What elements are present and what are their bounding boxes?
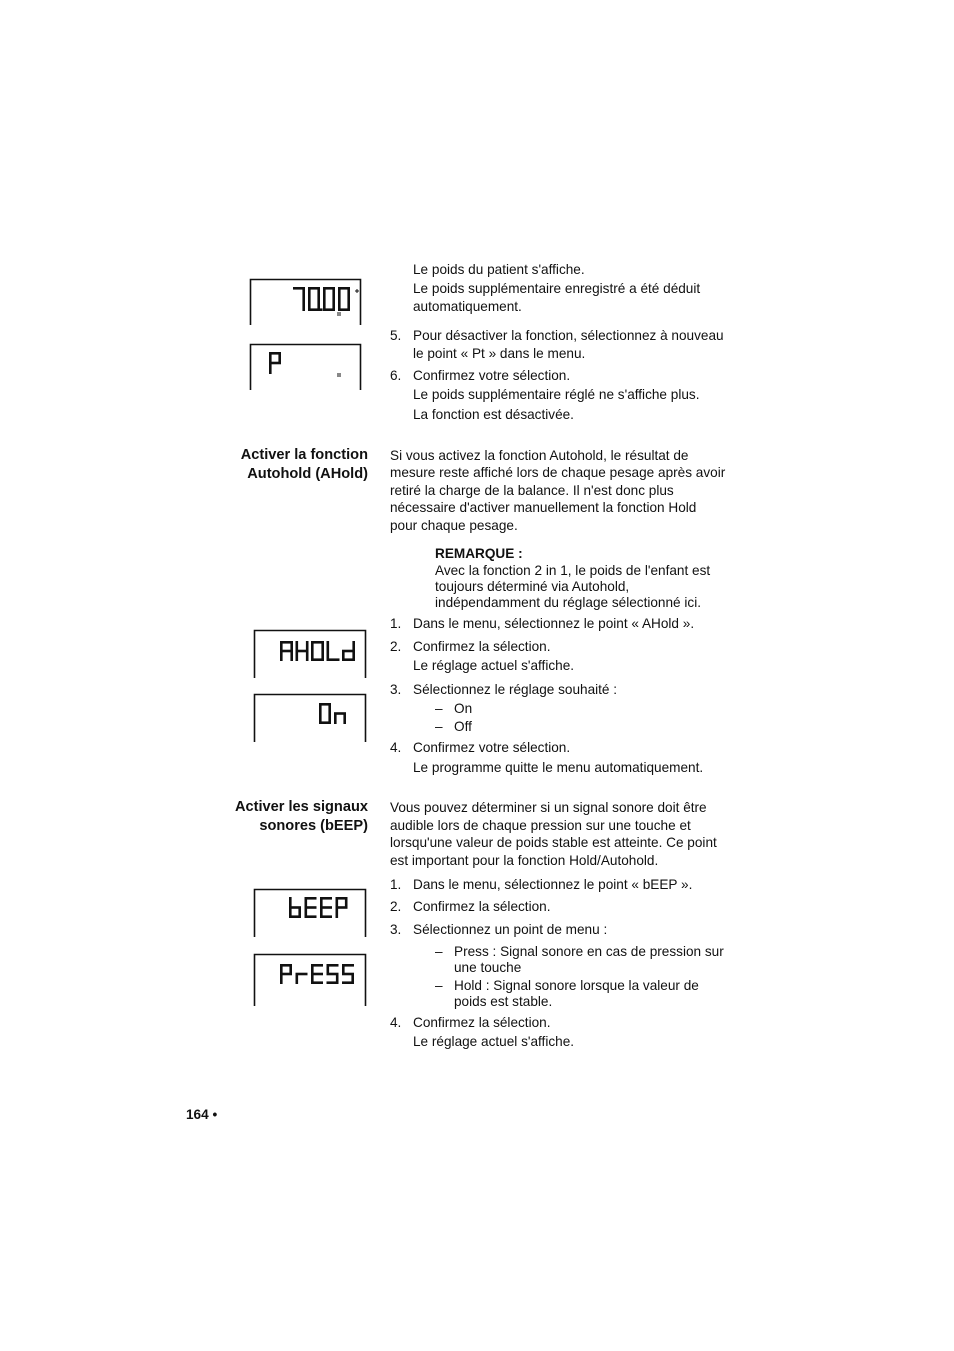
note-line: Avec la fonction 2 in 1, le poids de l'enfant est [435, 563, 711, 578]
lcd-glyph [296, 973, 308, 984]
lcd-pt-svg [249, 343, 365, 391]
lcd-weight-digits [293, 287, 350, 311]
step-text: Le poids supplémentaire réglé ne s'affiche plus. [413, 387, 700, 402]
option-item: Press : Signal sonore en cas de pression sur [454, 944, 724, 959]
lcd-press-svg [253, 953, 369, 1007]
lcd-on-digits [319, 703, 346, 724]
lcd-display-pt [249, 343, 365, 391]
lcd-display-beep [253, 888, 369, 938]
step-number: 6. [390, 368, 402, 383]
lcd-glyph [308, 287, 320, 311]
lcd-glyph [280, 641, 293, 661]
step-number: 1. [390, 616, 402, 631]
lcd-beep-svg [253, 888, 369, 938]
paragraph-line: lorsqu'une valeur de poids stable est atteinte. Ce point [390, 835, 717, 850]
step-text: Confirmez la sélection. [413, 1015, 551, 1030]
step-text: Pour désactiver la fonction, sélectionnez à nouveau [413, 328, 724, 343]
lcd-glyph [320, 897, 332, 918]
paragraph-line: nécessaire d'activer manuellement la fonction Hold [390, 500, 697, 515]
step-number: 3. [390, 682, 402, 697]
paragraph-line: Vous pouvez déterminer si un signal sonore doit être [390, 800, 707, 815]
step-number: 4. [390, 740, 402, 755]
lcd-glyph [280, 964, 292, 984]
lcd-glyph [296, 641, 309, 661]
paragraph-line: pour chaque pesage. [390, 518, 518, 533]
paragraph-line: audible lors de chaque pression sur une touche et [390, 818, 691, 833]
note-line: indépendamment du réglage sélectionné ici. [435, 595, 702, 610]
step-number: 2. [390, 899, 402, 914]
lcd-glyph [289, 897, 301, 918]
section-heading: Autohold (AHold) [247, 466, 368, 482]
lcd-glyph [327, 964, 339, 984]
step-number: 3. [390, 922, 402, 937]
step-text: La fonction est désactivée. [413, 407, 574, 422]
lcd-display-weight [249, 278, 365, 326]
option-item: poids est stable. [454, 994, 553, 1009]
lcd-glyph [293, 287, 305, 311]
lcd-display-press [253, 953, 369, 1007]
section-heading: Activer la fonction [240, 447, 368, 463]
lcd-glyph [342, 964, 354, 984]
step-text: Sélectionnez le réglage souhaité : [413, 682, 618, 697]
note-line: toujours déterminé via Autohold, [435, 579, 630, 594]
lcd-glyph [334, 712, 346, 724]
lcd-glyph [338, 287, 350, 311]
lcd-glyph [323, 287, 335, 311]
lcd-pt-digits [269, 352, 281, 374]
step-text: Le réglage actuel s'affiche. [413, 1034, 575, 1049]
lcd-ahold-digits [280, 641, 355, 661]
lcd-glyph [269, 352, 281, 374]
section-heading: sonores (bEEP) [259, 818, 368, 834]
page-number: 164 • [186, 1107, 218, 1122]
pt-indicator-icon [338, 373, 340, 377]
lcd-glyph [327, 641, 340, 661]
intro-line: Le poids supplémentaire enregistré a été déduit [413, 281, 701, 296]
lcd-glyph [311, 641, 324, 661]
step-text: Confirmez votre sélection. [413, 740, 571, 755]
intro-line: Le poids du patient s'affiche. [413, 262, 585, 277]
pt-indicator-icon [338, 312, 340, 316]
dash-bullet: – [435, 944, 443, 959]
paragraph-line: retiré la charge de la balance. Il n'est donc plus [390, 483, 674, 498]
kg-unit-icon [355, 289, 359, 293]
paragraph-line: mesure reste affiché lors de chaque pesage après avoir [390, 465, 726, 480]
step-number: 4. [390, 1015, 402, 1030]
step-number: 5. [390, 328, 402, 343]
option-item: une touche [454, 960, 522, 975]
step-number: 2. [390, 639, 402, 654]
option-item: On [454, 701, 473, 716]
intro-line: automatiquement. [413, 299, 522, 314]
lcd-glyph [319, 703, 331, 724]
step-text: Sélectionnez un point de menu : [413, 922, 608, 937]
lcd-press-digits [280, 964, 354, 984]
lcd-glyph [305, 897, 317, 918]
lcd-on-svg [253, 693, 369, 743]
lcd-glyph [336, 897, 348, 918]
step-number: 1. [390, 877, 402, 892]
step-text: le point « Pt » dans le menu. [413, 346, 586, 361]
note-title: REMARQUE : [435, 546, 523, 561]
section-heading: Activer les signaux [234, 799, 368, 815]
lcd-glyph [311, 964, 323, 984]
step-text: Le réglage actuel s'affiche. [413, 658, 575, 673]
option-item: Hold : Signal sonore lorsque la valeur de [454, 978, 699, 993]
dash-bullet: – [435, 719, 443, 734]
lcd-ahold-svg [253, 629, 369, 679]
step-text: Confirmez la sélection. [413, 899, 551, 914]
step-text: Confirmez votre sélection. [413, 368, 571, 383]
step-text: Le programme quitte le menu automatiquement. [413, 760, 704, 775]
lcd-beep-digits [289, 897, 348, 918]
dash-bullet: – [435, 978, 443, 993]
step-text: Dans le menu, sélectionnez le point « bEEP ». [413, 877, 693, 892]
lcd-weight-svg [249, 278, 365, 326]
step-text: Confirmez la sélection. [413, 639, 551, 654]
step-text: Dans le menu, sélectionnez le point « AHold ». [413, 616, 695, 631]
paragraph-line: Si vous activez la fonction Autohold, le résultat de [390, 448, 689, 463]
lcd-display-on [253, 693, 369, 743]
lcd-glyph [342, 641, 355, 661]
paragraph-line: est important pour la fonction Hold/Autohold. [390, 853, 659, 868]
option-item: Off [454, 719, 472, 734]
lcd-display-ahold [253, 629, 369, 679]
dash-bullet: – [435, 701, 443, 716]
